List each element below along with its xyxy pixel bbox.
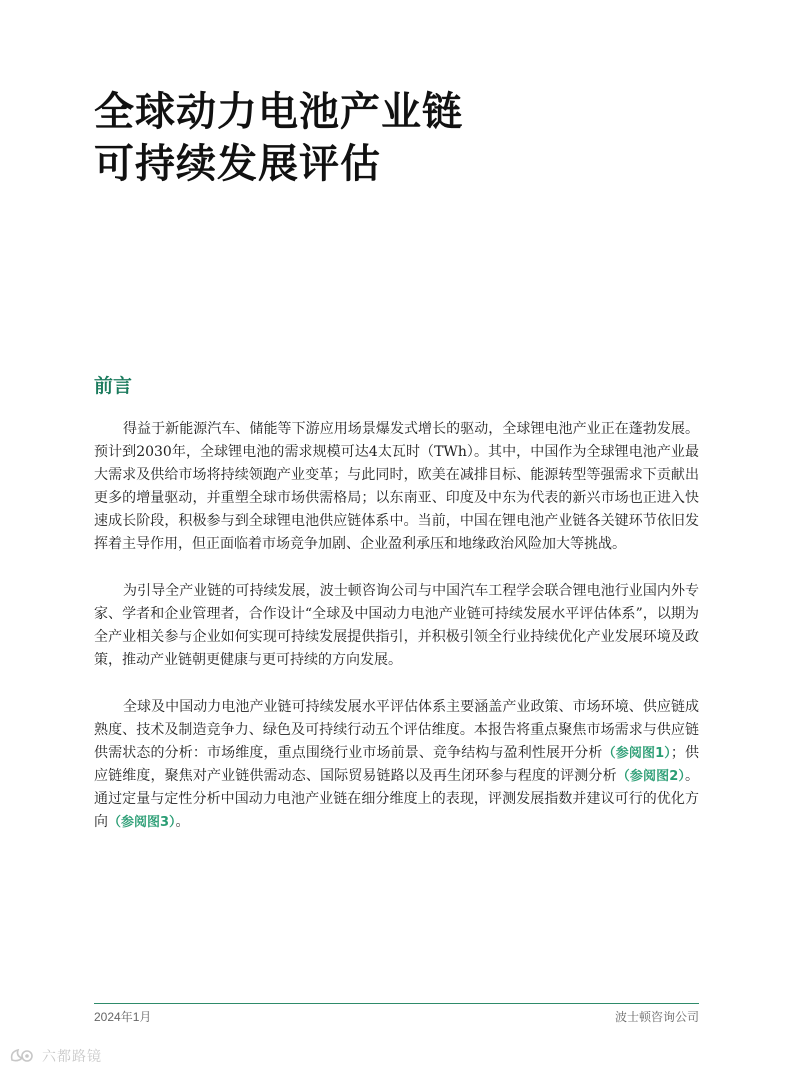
figure-3-reference-link[interactable]: （参阅图3） <box>108 815 176 830</box>
figure-1-reference-link[interactable]: （参阅图1） <box>602 746 671 761</box>
preface-paragraph-2: 为引导全产业链的可持续发展，波士顿咨询公司与中国汽车工程学会联合锂电池行业国内外专家、学者和企业管理者，合作设计“全球及中国动力电池产业链可持续发展水平评估体系”，以期为全产业相关参与企业如何实现可持续发展提供指引，并积极引领全行业持续优化产业发展环境及政策，推动产业链朝更健康与更可持续的方向发展。 <box>94 583 699 668</box>
watermark <box>8 1046 102 1066</box>
figure-2-reference-link[interactable]: （参阅图2） <box>616 769 686 784</box>
footer-publisher: 波士顿咨询公司 <box>614 1010 699 1024</box>
preface-body <box>94 418 699 858</box>
watermark-text: 六都路镜 <box>42 1049 102 1065</box>
preface-heading: 前言 <box>94 375 133 397</box>
paragraph-3-text-d: 。 <box>175 814 190 830</box>
paragraph-3-text-a: 全球及中国动力电池产业链可持续发展水平评估体系主要涵盖产业政策、市场环境、供应链成熟度、技术及制造竞争力、绿色及可持续行动五个评估维度。本报告将重点聚焦市场需求与供应链供需状态的分析：市场维度，重点围绕行业市场前景、竞争结构与盈利性展开分析 <box>94 699 699 761</box>
watermark-logo-icon <box>8 1046 38 1066</box>
footer-divider <box>94 1003 699 1004</box>
paragraph-3-text-c: 。通过定量与定性分析中国动力电池产业链在细分维度上的表现，评测发展指数并建议可行的优化方向 <box>94 768 700 830</box>
footer-date: 2024年1月 <box>94 1010 152 1024</box>
preface-paragraph-3 <box>94 696 699 834</box>
paragraph-3-text-b: ；供应链维度，聚焦对产业链供需动态、国际贸易链路以及再生闭环参与程度的评测分析 <box>94 745 700 784</box>
report-title <box>94 86 654 190</box>
report-title-line-1: 全球动力电池产业链 <box>94 89 463 135</box>
preface-paragraph-1: 得益于新能源汽车、储能等下游应用场景爆发式增长的驱动，全球锂电池产业正在蓬勃发展。预计到2030年，全球锂电池的需求规模可达4太瓦时（TWh）。其中，中国作为全球锂电池产业最大需求及供给市场将持续领跑产业变革；与此同时，欧美在减排目标、能源转型等强需求下贡献出更多的增量驱动，并重塑全球市场供需格局；以东南亚、印度及中东为代表的新兴市场也正进入快速成长阶段，积极参与到全球锂电池供应链体系中。当前，中国在锂电池产业链各关键环节依旧发挥着主导作用，但正面临着市场竞争加剧、企业盈利承压和地缘政治风险加大等挑战。 <box>94 421 699 552</box>
report-title-line-2: 可持续发展评估 <box>94 141 381 187</box>
